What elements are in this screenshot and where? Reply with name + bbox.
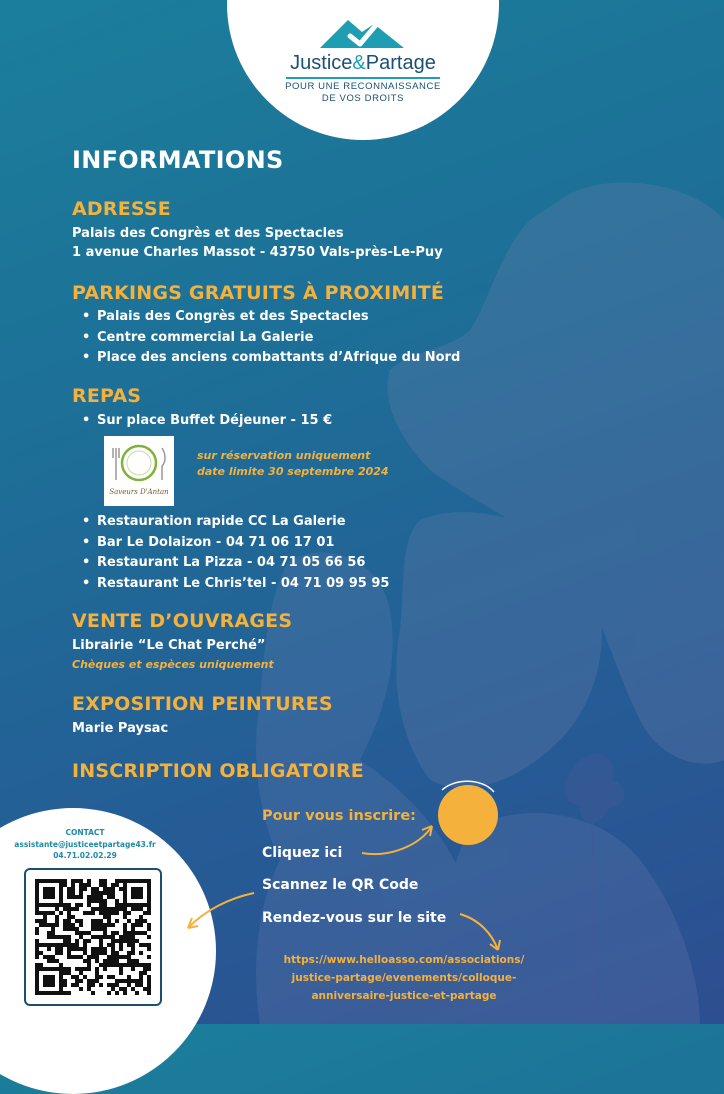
caterer-logo-text: Saveurs D'Antan xyxy=(109,488,169,496)
url-line1: https://www.helloasso.com/associations/ xyxy=(283,954,525,966)
caterer-logo xyxy=(104,436,174,506)
list-item: • Restauration rapide CC La Galerie xyxy=(82,512,389,533)
list-item: • Centre commercial La Galerie xyxy=(82,328,460,349)
repas-heading: REPAS xyxy=(72,385,142,407)
register-link[interactable]: Cliquez ici xyxy=(262,845,343,861)
repas-restaurants-list xyxy=(82,512,389,594)
logo-name-part1: Justice xyxy=(290,52,353,74)
adresse-line2: 1 avenue Charles Massot - 43750 Vals-près-Le-Puy xyxy=(72,245,443,260)
vente-heading: VENTE D’OUVRAGES xyxy=(72,610,293,632)
repas-note-line2: date limite 30 septembre 2024 xyxy=(197,465,389,478)
logo-wordmark xyxy=(227,52,499,75)
logo-tagline-line1: POUR UNE RECONNAISSANCE xyxy=(285,81,441,92)
page-title: INFORMATIONS xyxy=(72,146,284,174)
logo-name-part2: Partage xyxy=(365,52,436,74)
qr-code[interactable] xyxy=(24,868,162,1006)
visit-site-text: Rendez-vous sur le site xyxy=(262,910,447,926)
contact-email[interactable]: assistante@justiceetpartage43.fr xyxy=(14,840,156,849)
inscription-prompt: Pour vous inscrire: xyxy=(262,808,416,824)
logo-tagline xyxy=(227,81,499,105)
exposition-heading: EXPOSITION PEINTURES xyxy=(72,693,333,715)
logo-name-ampersand: & xyxy=(352,52,366,74)
repas-note-line1: sur réservation uniquement xyxy=(197,449,371,462)
list-item: • Restaurant La Pizza - 04 71 05 66 56 xyxy=(82,553,389,574)
list-item: • Sur place Buffet Déjeuner - 15 € xyxy=(82,411,332,432)
contact-phone: 04.71.02.02.29 xyxy=(53,851,117,860)
logo-divider xyxy=(286,77,440,79)
scan-qr-text: Scannez le QR Code xyxy=(262,877,419,893)
inscription-heading: INSCRIPTION OBLIGATOIRE xyxy=(72,760,364,782)
adresse-block xyxy=(72,224,443,262)
logo-tagline-line2: DE VOS DROITS xyxy=(321,93,405,104)
url-line2: justice-partage/evenements/colloque- xyxy=(291,972,517,984)
exposition-line: Marie Paysac xyxy=(72,721,169,736)
list-item: • Restaurant Le Chris’tel - 04 71 09 95 95 xyxy=(82,574,389,595)
qr-code-image xyxy=(26,870,160,1004)
list-item: • Palais des Congrès et des Spectacles xyxy=(82,307,460,328)
list-item: • Bar Le Dolaizon - 04 71 06 17 01 xyxy=(82,533,389,554)
mountain-check-logo-icon xyxy=(320,14,404,48)
url-line3: anniversaire-justice-et-partage xyxy=(311,990,497,1002)
parkings-heading: PARKINGS GRATUITS À PROXIMITÉ xyxy=(72,282,445,304)
repas-note xyxy=(197,448,389,480)
adresse-heading: ADRESSE xyxy=(72,198,171,220)
adresse-line1: Palais des Congrès et des Spectacles xyxy=(72,226,344,241)
list-item: • Place des anciens combattants d’Afrique du Nord xyxy=(82,348,460,369)
contact-title: CONTACT xyxy=(65,828,105,837)
vente-note: Chèques et espèces uniquement xyxy=(72,658,274,671)
parkings-list xyxy=(82,307,460,369)
repas-buffet-list xyxy=(82,411,332,432)
vente-line: Librairie “Le Chat Perché” xyxy=(72,638,266,653)
registration-url[interactable] xyxy=(262,951,546,1005)
